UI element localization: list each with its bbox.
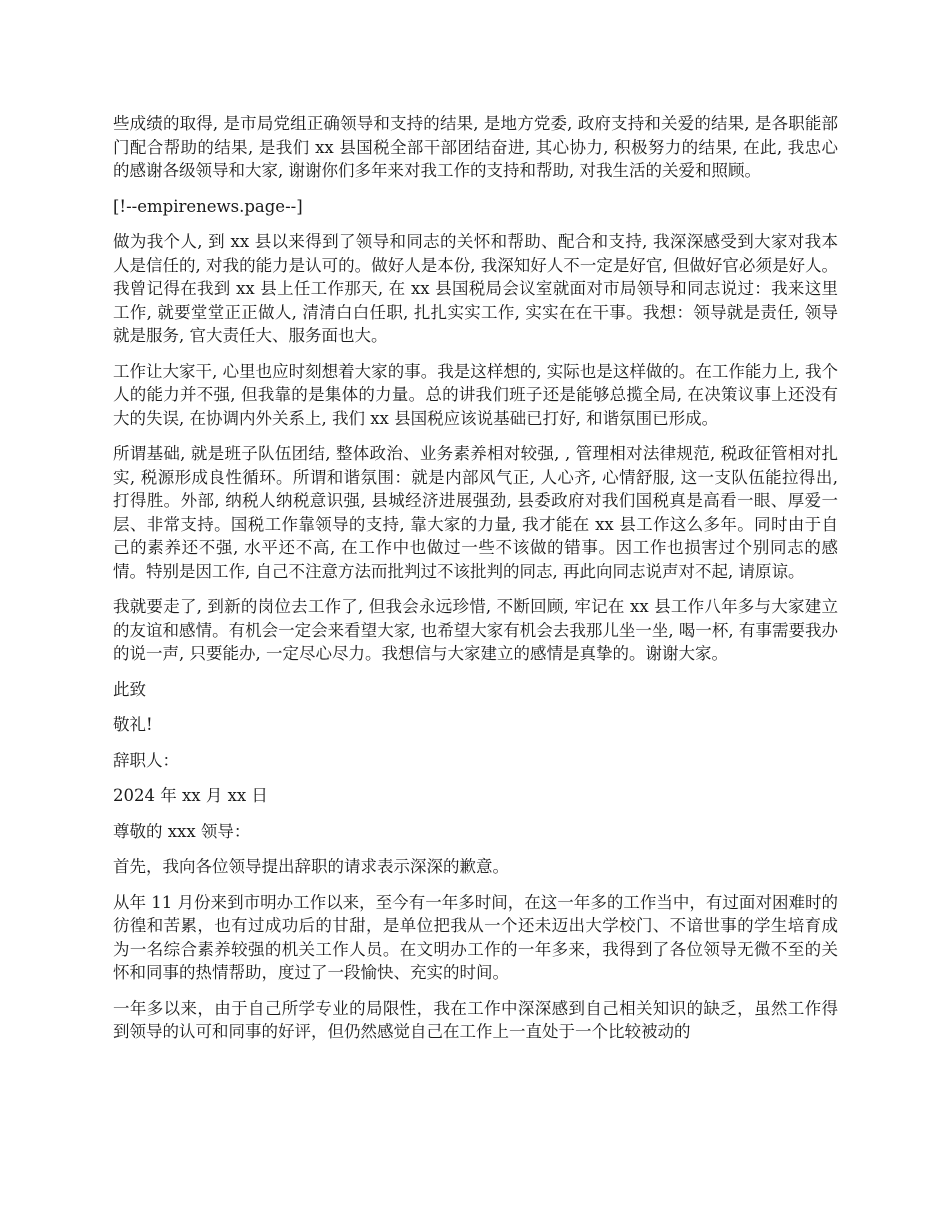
paragraph-apology: 首先，我向各位领导提出辞职的请求表示深深的歉意。 xyxy=(113,857,509,876)
paragraph-farewell: 我就要走了, 到新的岗位去工作了, 但我会永远珍惜, 不断回顾, 牢记在 xx 县工作八年多与大家建立的友谊和感情。有机会一定会来看望大家, 也希望大家有机会去我那儿坐一坐, 喝一杯, 有事需要我办的说一声, 只要能办, 一定尽心尽力。我想信与大家建立的感情是真挚的。谢谢大家。 xyxy=(113,597,838,663)
letter-greeting: 尊敬的 xxx 领导： xyxy=(113,821,251,841)
paragraph-work-ability: 工作让大家干, 心里也应时刻想着大家的事。我是这样想的, 实际也是这样做的。在工作能力上, 我个人的能力并不强, 但我靠的是集体的力量。总的讲我们班子还是能够总揽全局, 在决策议事上还没有大的失误, 在协调内外关系上, 我们 xx 县国税应该说基础已打好, 和谐氛围已形成。 xyxy=(113,361,838,428)
letter-date: 2024 年 xx 月 xx 日 xyxy=(113,786,268,805)
closing-salutation: 此致 xyxy=(113,679,146,699)
paragraph-personal: 做为我个人, 到 xx 县以来得到了领导和同志的关怀和帮助、配合和支持, 我深深感受到大家对我本人是信任的, 对我的能力是认可的。做好人是本份, 我深知好人不一定是好官, 但做好官必须是好人。我曾记得在我到 xx 县上任工作那天, 在 xx 县国税局会议室就面对市局领导和同志说过：我来这里工作, 就要堂堂正正做人, 清清白白任职, 扎扎实实工作, 实实在在干事。我想：领导就是责任, 领导就是服务, 官大责任大、服务面也大。 xyxy=(113,232,838,345)
page-marker: [!--empirenews.page--] xyxy=(113,196,303,216)
paragraph-foundation: 所谓基础, 就是班子队伍团结, 整体政治、业务素养相对较强, , 管理相对法律规范, 税政征管相对扎实, 税源形成良性循环。所谓和谐氛围：就是内部风气正, 人心齐, 心情舒服, 这一支队伍能拉得出, 打得胜。外部, 纳税人纳税意识强, 县城经济进展强劲, 县委政府对我们国税真是高看一眼、厚爱一层、非常支持。国税工作靠领导的支持, 靠大家的力量, 我才能在 xx 县工作这么多年。同时由于自己的素养还不强, 水平还不高, 在工作中也做过一些不该做的错事。因工作也损害过个别同志的感情。特别是因工作, 自己不注意方法而批判过不该批判的同志, 再此向同志说声对不起, 请原谅。 xyxy=(113,444,838,581)
closing-respect: 敬礼! xyxy=(113,715,153,734)
document-page xyxy=(113,112,838,1056)
paragraph-limitations: 一年多以来，由于自己所学专业的局限性，我在工作中深深感到自己相关知识的缺乏，虽然工作得到领导的认可和同事的好评，但仍然感觉自己在工作上一直处于一个比较被动的 xyxy=(113,998,838,1041)
signature-label: 辞职人： xyxy=(113,750,179,770)
paragraph-achievements: 些成绩的取得, 是市局党组正确领导和支持的结果, 是地方党委, 政府支持和关爱的结果, 是各职能部门配合帮助的结果, 是我们 xx 县国税全部干部团结奋进, 其心协力, 积极努力的结果, 在此, 我忠心的感谢各级领导和大家, 谢谢你们多年来对我工作的支持和帮助, 对我生活的关爱和照顾。 xyxy=(113,114,838,180)
paragraph-experience: 从年 11 月份来到市明办工作以来，至今有一年多时间，在这一年多的工作当中，有过面对困难时的彷徨和苦累，也有过成功后的甘甜，是单位把我从一个还未迈出大学校门、不谙世事的学生培育成为一名综合素养较强的机关工作人员。在文明办工作的一年多来，我得到了各位领导无微不至的关怀和同事的热情帮助，度过了一段愉快、充实的时间。 xyxy=(113,892,838,982)
